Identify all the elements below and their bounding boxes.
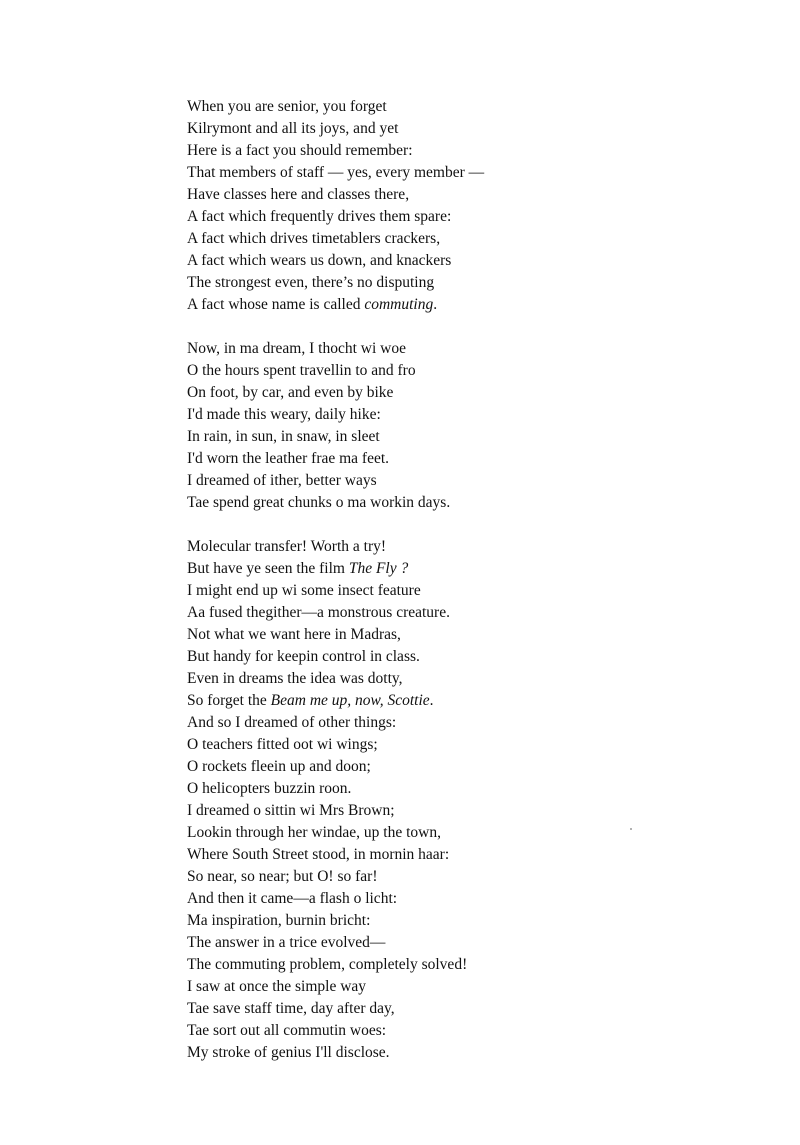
stanza-3 [187,536,747,1064]
stanza-2 [187,338,747,514]
poem-line: Where South Street stood, in mornin haar: [187,846,450,863]
poem-line: A fact which wears us down, and knackers [187,252,452,269]
poem-line: Molecular transfer! Worth a try! [187,538,387,555]
stanza-1 [187,96,747,316]
poem-line: Tae sort out all commutin woes: [187,1022,387,1039]
stanza-break [187,316,747,338]
poem-line: O rockets fleein up and doon; [187,758,371,775]
poem-line: A fact which drives timetablers crackers, [187,230,441,247]
poem-line: So near, so near; but O! so far! [187,868,378,885]
poem-line: O helicopters buzzin roon. [187,780,352,797]
poem-line [187,558,747,580]
line-text: So forget the [187,692,271,709]
line-text: . [429,692,434,709]
italic-word: commuting [364,296,434,313]
poem-line: The strongest even, there’s no disputing [187,274,435,291]
poem-line: Now, in ma dream, I thocht wi woe [187,340,406,357]
poem-line: Tae spend great chunks o ma workin days. [187,494,451,511]
poem-line: And so I dreamed of other things: [187,714,397,731]
poem-line: A fact which frequently drives them spare: [187,208,452,225]
poem-line: Lookin through her windae, up the town, [187,824,441,841]
italic-title: The Fly ? [348,560,409,577]
italic-phrase: Beam me up, now, Scottie [270,692,430,709]
poem-line: On foot, by car, and even by bike [187,384,394,401]
poem-line: That members of staff — yes, every member — [187,164,485,181]
poem-line: But handy for keepin control in class. [187,648,420,665]
poem-line: Aa fused thegither—a monstrous creature. [187,604,450,621]
poem-line: The commuting problem, completely solved! [187,956,468,973]
line-text: . [433,296,438,313]
poem-line: The answer in a trice evolved— [187,934,386,951]
poem-line: I saw at once the simple way [187,978,367,995]
line-text: But have ye seen the film [187,560,349,577]
poem-line: In rain, in sun, in snaw, in sleet [187,428,380,445]
poem-line: My stroke of genius I'll disclose. [187,1044,390,1061]
poem-line [187,294,747,316]
poem-line: Have classes here and classes there, [187,186,410,203]
line-text: A fact whose name is called [187,296,365,313]
poem-line: O the hours spent travellin to and fro [187,362,416,379]
poem-line: When you are senior, you forget [187,98,387,115]
poem-line: Ma inspiration, burnin bricht: [187,912,371,929]
poem-line: I dreamed of ither, better ways [187,472,377,489]
scan-speck [630,828,632,830]
poem-line: And then it came—a flash o licht: [187,890,398,907]
poem [187,96,747,1064]
poem-line: I'd made this weary, daily hike: [187,406,381,423]
poem-line [187,690,747,712]
poem-line: I might end up wi some insect feature [187,582,421,599]
poem-line: Here is a fact you should remember: [187,142,413,159]
poem-line: Tae save staff time, day after day, [187,1000,395,1017]
poem-line: I'd worn the leather frae ma feet. [187,450,390,467]
poem-line: O teachers fitted oot wi wings; [187,736,378,753]
poem-line: Even in dreams the idea was dotty, [187,670,403,687]
stanza-break [187,514,747,536]
poem-line: I dreamed o sittin wi Mrs Brown; [187,802,395,819]
poem-line: Kilrymont and all its joys, and yet [187,120,399,137]
poem-line: Not what we want here in Madras, [187,626,401,643]
